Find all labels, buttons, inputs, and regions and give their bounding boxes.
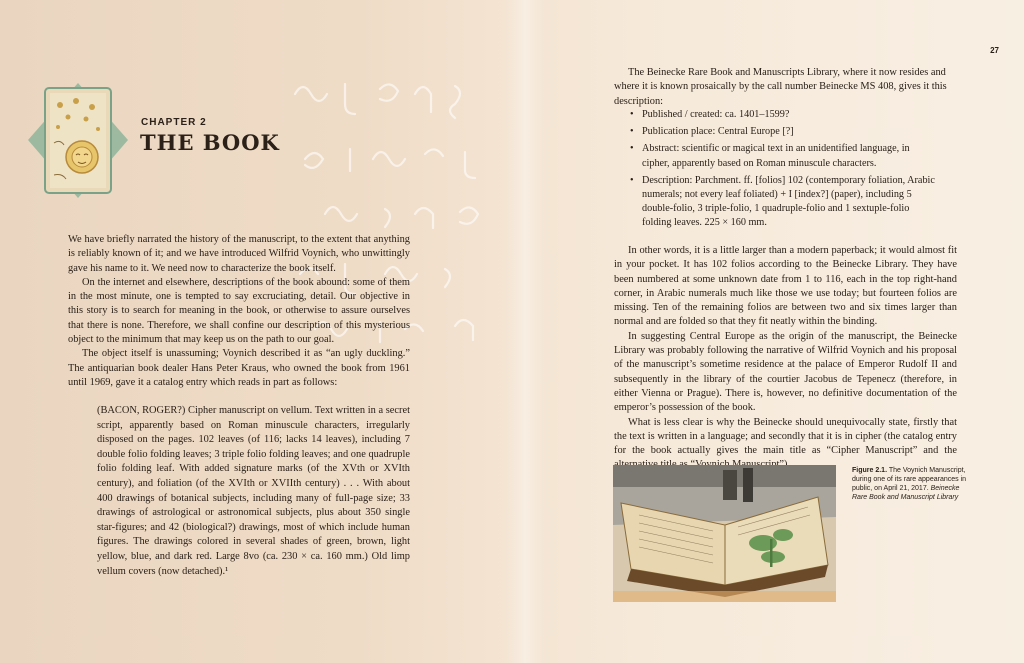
list-item: • Abstract: scientific or magical text in an unidentified language, in cipher, apparently based on Roman minuscule characters. [636, 142, 936, 170]
paragraph: On the internet and elsewhere, descriptions of the book abound: some of them in the most minute, one is tempted to say excruciating, detail. Our objective in this story is to search for meaning in the book, or otherwise to assure ourselves that there is none. Therefore, we shall confine our description of this mysterious object to the minimum that may keep us on the path to our goal. [68, 276, 410, 346]
paragraph: In suggesting Central Europe as the origin of the manuscript, the Beinecke Library was probably following the narrative of Wilfrid Voynich and his proposal of the manuscript’s sometime residence at the palace of Emperor Rudolf II and subsequently in the library of the courtier Jacobus de Tepenecz (therefore, in either Vienna or Prague). There is, however, no definitive documentation of the emperor’s possession of the book. [614, 330, 957, 414]
figure-caption [852, 466, 970, 502]
paragraph: We have briefly narrated the history of the manuscript, to the extent that anything is reliably known of it; and we have introduced Wilfrid Voynich, who unwittingly gave his name to it. We need now to characterize the book itself. [68, 234, 410, 274]
figure-photo [613, 465, 836, 602]
figure-label: Figure 2.1. [852, 467, 888, 474]
open-manuscript-image [613, 465, 836, 602]
list-item: • Published / created: ca. 1401–1599? [636, 108, 936, 122]
chapter-emblem-illustration [28, 83, 128, 198]
chapter-title: THE BOOK [140, 130, 280, 155]
list-item: • Description: Parchment. ff. [folios] 102 (contemporary foliation, Arabic numerals; not every leaf foliated) + I [index?] (paper), including 5 double-folio, 3 triple-folio, 1 quadruple-folio and 1 sextuple-folio folding leaves. 225 × 160 mm. [636, 174, 936, 231]
paragraph: The Beinecke Rare Book and Manuscripts Library, where it now resides and where it is known prosaically by the call number Beinecke MS 408, gives it this description: [614, 67, 947, 107]
paragraph: The object itself is unassuming; Voynich described it as “an ugly duckling.” The antiquarian book dealer Hans Peter Kraus, who owned the book from 1961 until 1969, gave it a catalog entry which reads in part as follows: [68, 348, 410, 388]
spread-fold [505, 0, 545, 663]
page-number: 27 [990, 46, 999, 55]
paragraph: What is less clear is why the Beinecke should unequivocally state, firstly that the text is written in a language; and secondly that it is in cipher (the catalog entry for the book actually gives the main title as “Cipher Manuscript” and the [614, 416, 957, 457]
right-intro [614, 66, 957, 109]
blockquote-text: (BACON, ROGER?) Cipher manuscript on vellum. Text written in a secret script, apparently based on Roman minuscule characters, irregularly disposed on the pages. 102 leaves (of 116; lacks 14 leaves), including 7 double folio folding leaves; 3 triple folio folding leaves; and one quadruple folio folding leaf. With added signature marks (of the XVth or XVIth century), and foliation (of the XVIth or XVIIth century) . . . With about 400 drawings of botanical subjects, including many of full-page size; 33 drawings of astrological or astronomical subjects, plus about 350 single star-figures; and 42 (biological?) drawings, most of which include human figures. The drawings colored in several shades of green, brown, light yellow, blue, and dark red. Large 8vo (ca. 230 × ca. 160 mm.) Old limp vellum covers (now detached).¹ [97, 405, 410, 577]
left-body-text [68, 233, 410, 390]
figure-credit: Beinecke Rare Book and Manuscript Library [852, 485, 960, 501]
list-item: • Publication place: Central Europe [?] [636, 125, 936, 139]
chapter-label: CHAPTER 2 [141, 117, 207, 128]
paragraph: In other words, it is a little larger than a modern paperback; it would almost fit in your pocket. It has 102 folios according to the Beinecke Library. They have been numbered at some unknown date from 1 to 116, each in the top right-hand corner, in Arabic numerals much like those we use today; but fourteen folios are missing. Ten of the remaining folios are between two and six times larger than normal and are folded so that they fit neatly within the binding. [614, 245, 957, 328]
figure-caption-text: The Voynich Manuscript, during one of its rare appearances in public, on April 21, 2017. [852, 467, 967, 492]
catalog-blockquote [97, 404, 410, 579]
right-body-text [614, 244, 957, 473]
description-bullet-list [636, 108, 936, 234]
